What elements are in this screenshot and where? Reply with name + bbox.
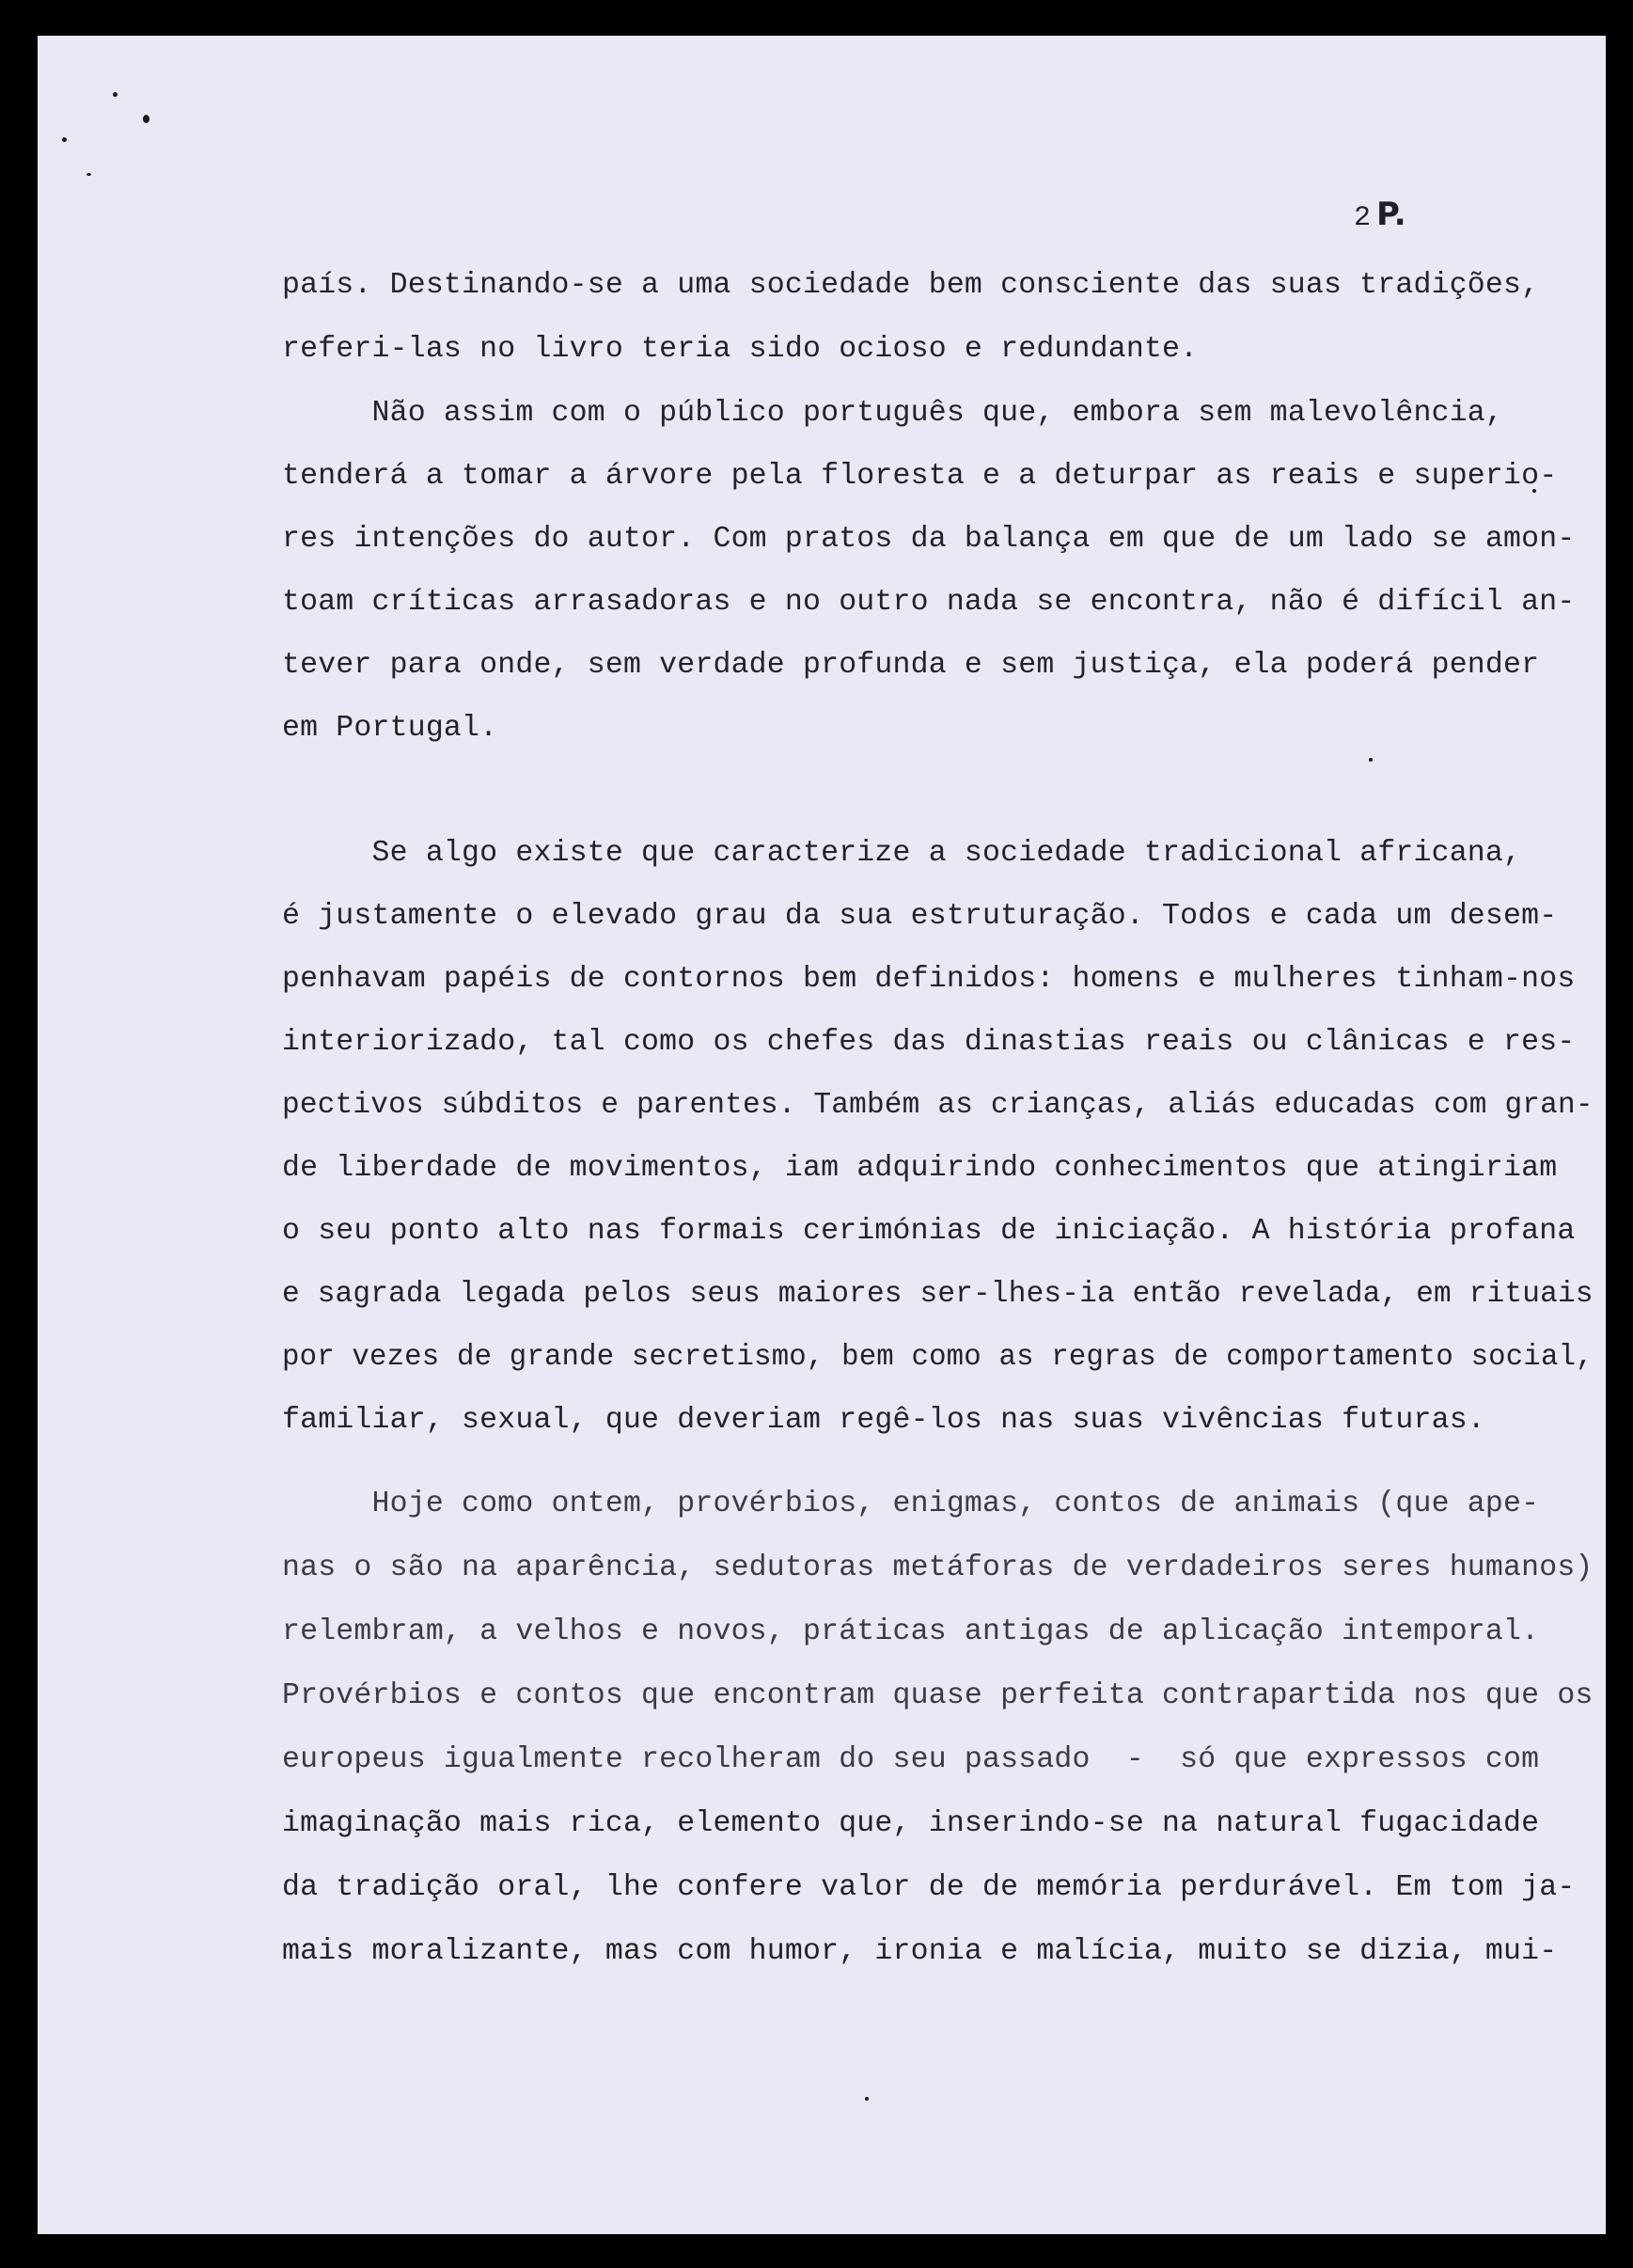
page-number xyxy=(1354,196,1406,234)
paper-speck xyxy=(62,137,67,142)
text-line: res intenções do autor. Com pratos da balança em que de um lado se amon- xyxy=(282,523,1576,556)
text-line: relembram, a velhos e novos, práticas antigas de aplicação intemporal. xyxy=(282,1615,1540,1648)
text-line: pectivos súbditos e parentes. Também as crianças, aliás educadas com gran- xyxy=(282,1089,1594,1122)
text-line: penhavam papéis de contornos bem definidos: homens e mulheres tinham-nos xyxy=(282,963,1576,996)
text-line: da tradição oral, lhe confere valor de de memória perdurável. Em tom ja- xyxy=(282,1871,1576,1904)
text-line: de liberdade de movimentos, iam adquirindo conhecimentos que atingiriam xyxy=(282,1152,1558,1185)
text-line: nas o são na aparência, sedutoras metáforas de verdadeiros seres humanos) xyxy=(282,1551,1594,1584)
text-line: familiar, sexual, que deveriam regê-los nas suas vivências futuras. xyxy=(282,1404,1485,1437)
text-line: e sagrada legada pelos seus maiores ser-lhes-ia então revelada, em rituais xyxy=(282,1278,1594,1311)
text-line: Se algo existe que caracterize a sociedade tradicional africana, xyxy=(282,837,1522,870)
text-line: mais moralizante, mas com humor, ironia e malícia, muito se dizia, mui- xyxy=(282,1935,1558,1968)
text-line: país. Destinando-se a uma sociedade bem consciente das suas tradições, xyxy=(282,269,1540,302)
paper-speck xyxy=(1369,758,1373,762)
text-line: imaginação mais rica, elemento que, inserindo-se na natural fugacidade xyxy=(282,1807,1540,1840)
paper-speck xyxy=(113,92,118,97)
paper-speck xyxy=(865,2097,869,2101)
page-number-typed: 2 xyxy=(1354,202,1372,234)
text-line: referi-las no livro teria sido ocioso e redundante. xyxy=(282,333,1199,366)
text-line: europeus igualmente recolheram do seu passado - só que expressos com xyxy=(282,1743,1540,1776)
paper-speck xyxy=(86,173,91,176)
text-line: é justamente o elevado grau da sua estruturação. Todos e cada um desem- xyxy=(282,900,1558,933)
text-line: Não assim com o público português que, embora sem malevolência, xyxy=(282,397,1504,430)
text-line: o seu ponto alto nas formais cerimónias de iniciação. A história profana xyxy=(282,1215,1576,1248)
text-line: Hoje como ontem, provérbios, enigmas, contos de animais (que ape- xyxy=(282,1488,1540,1520)
text-line: Provérbios e contos que encontram quase perfeita contrapartida nos que os xyxy=(282,1679,1594,1712)
text-line: em Portugal. xyxy=(282,712,498,745)
text-line: interiorizado, tal como os chefes das dinastias reais ou clânicas e res- xyxy=(282,1026,1576,1059)
text-line: toam críticas arrasadoras e no outro nada se encontra, não é difícil an- xyxy=(282,586,1576,619)
text-line: tenderá a tomar a árvore pela floresta e a deturpar as reais e superio- xyxy=(282,460,1558,493)
text-line: por vezes de grande secretismo, bem como as regras de comportamento social, xyxy=(282,1341,1594,1374)
text-line: tever para onde, sem verdade profunda e sem justiça, ela poderá pender xyxy=(282,649,1540,682)
paper-speck xyxy=(143,115,149,123)
page-number-handwritten: P. xyxy=(1376,196,1406,233)
